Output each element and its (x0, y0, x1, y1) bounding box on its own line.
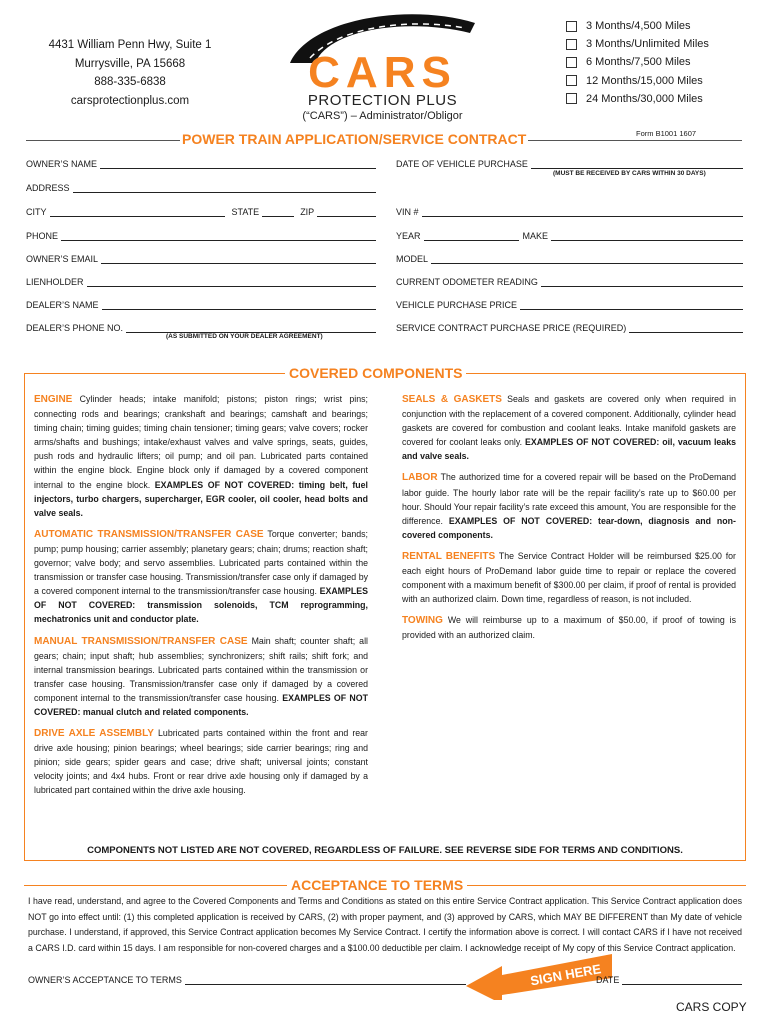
not-covered-footer: COMPONENTS NOT LISTED ARE NOT COVERED, REGARDLESS OF FAILURE. SEE REVERSE SIDE FOR TERMS AND CONDITIONS. (87, 845, 683, 856)
auto-trans-exclusions: EXAMPLES OF NOT COVERED: transmission solenoids, TCM reprogramming, mechatronics unit and conductor plate. (34, 586, 368, 625)
field-label: MODEL (396, 254, 429, 264)
vehicle-price-field[interactable] (396, 298, 743, 310)
term-label: 3 Months/4,500 Miles (586, 20, 691, 33)
towing-heading: TOWING (402, 615, 443, 627)
field-label: SERVICE CONTRACT PURCHASE PRICE (REQUIRED) (396, 323, 627, 333)
field-label: DATE OF VEHICLE PURCHASE (396, 159, 528, 169)
rental-section (402, 549, 736, 606)
logo-product: PROTECTION PLUS (307, 92, 458, 109)
auto-trans-section (34, 527, 368, 627)
field-label: YEAR (396, 231, 421, 241)
sign-here-label: SIGN HERE (529, 961, 603, 989)
term-option[interactable] (566, 17, 709, 35)
contract-price-field[interactable] (396, 321, 743, 333)
engine-text: Cylinder heads; intake manifold; pistons; piston rings; wrist pins; connecting rods and bearings; crankshaft and bearings; camshaft and bearings; timing chain; timing guides; timing chain tensioner; timing gears; valve covers; rocker arms/shafts and bushings; intake/exhaust valves and valve springs, seats, guides, push rods and hydraulic lifters; oil pump; and oil pan. Lubricated parts contained within the engine block. Engine block only if damaged by a covered component internal to the engine block. (34, 394, 368, 490)
manual-trans-section (34, 634, 368, 720)
term-label: 24 Months/30,000 Miles (586, 92, 703, 105)
field-label: OWNER’S NAME (26, 159, 98, 169)
rental-text: The Service Contract Holder will be reimbursed $25.00 for each eight hours of ProDemand labor guide time to repair or replace the covered component with a maximum benefit of $300.00 per claim, if proof of rental is provided with an authorized claim. Down time, regardless of reason, is not included. (402, 550, 736, 605)
rental-heading: RENTAL BENEFITS (402, 550, 496, 562)
acceptance-title: ACCEPTANCE TO TERMS (287, 877, 467, 893)
field-label: DEALER’S PHONE NO. (26, 323, 124, 333)
towing-section (402, 613, 736, 642)
field-label: OWNER’S ACCEPTANCE TO TERMS (28, 975, 182, 985)
address-line2: Murrysville, PA 15668 (74, 57, 186, 70)
address-line1: 4431 William Penn Hwy, Suite 1 (48, 39, 212, 51)
field-label: DEALER’S NAME (26, 300, 99, 310)
seals-text: Seals and gaskets are covered only when required in conjunction with the replacement of a covered component. Additionally, cylinder head gaskets are covered for combustion and coolant leaks. Intake manifold gaskets are covered for coolant leaks only. (402, 394, 737, 448)
vin-field[interactable] (396, 205, 743, 217)
year-make-field[interactable] (396, 229, 743, 241)
address-field[interactable] (26, 181, 376, 193)
engine-section (34, 392, 368, 520)
axle-text: Lubricated parts contained within the front and rear drive axle housing; pinion bearings; wheel bearings; side carrier bearings; ring and pinion; side gears; spider gears and case; drive shaft; universal joints; constant velocity joints; and 4x4 hubs. Front or rear drive axle housing only if damaged by a lubricated part contained within the drive axle housing. (34, 728, 368, 796)
manual-trans-text: Main shaft; counter shaft; all gears; chain; input shaft; hub assemblies; synchronizers; shift rails; shift fork; and internal transmission bearings. Lubricated parts contained within the transmission or transfer case housing. Transmission/transfer case only if damaged by a covered component internal to the transmission/transfer case housing. (34, 635, 368, 703)
owner-name-field[interactable] (26, 157, 376, 169)
copy-label: CARS COPY (676, 1000, 747, 1014)
field-label: LIENHOLDER (26, 277, 84, 287)
covered-right-column (402, 392, 736, 650)
term-option[interactable] (566, 35, 709, 53)
dealer-note: (AS SUBMITTED ON YOUR DEALER AGREEMENT) (166, 333, 323, 340)
engine-exclusions: EXAMPLES OF NOT COVERED: timing belt, fuel injectors, turbo chargers, supercharger, EGR cooler, oil cooler, head bolts and valve seals. (34, 479, 368, 518)
checkbox[interactable] (566, 93, 577, 104)
checkbox[interactable] (566, 21, 577, 32)
email-field[interactable] (26, 252, 376, 264)
purchase-note: (MUST BE RECEIVED BY CARS WITHIN 30 DAYS) (553, 170, 706, 177)
covered-left-column (34, 392, 368, 805)
date-field[interactable] (596, 973, 742, 985)
city-state-zip-field[interactable] (26, 205, 376, 217)
logo-subtitle: (“CARS”) – Administrator/Obligor (302, 110, 463, 122)
field-label: CITY (26, 207, 47, 217)
manual-trans-heading: MANUAL TRANSMISSION/TRANSFER CASE (34, 635, 248, 647)
field-label: CURRENT ODOMETER READING (396, 277, 538, 287)
auto-trans-text: Torque converter; bands; pump; pump housing; carrier assembly; planetary gears; chain; drums; reaction shaft; governor; valve body; and servo assemblies. Lubricated parts contained within the transmission or transfer case housing. Transmission/transfer case only if damaged by a covered component internal to the transmission/transfer case housing. (34, 528, 368, 597)
model-field[interactable] (396, 252, 743, 264)
field-label: VIN # (396, 207, 419, 217)
odometer-field[interactable] (396, 275, 743, 287)
company-address (30, 36, 230, 110)
field-label: DATE (596, 975, 620, 985)
checkbox[interactable] (566, 39, 577, 50)
seals-heading: SEALS & GASKETS (402, 394, 502, 405)
axle-heading: DRIVE AXLE ASSEMBLY (34, 728, 154, 740)
form-title: POWER TRAIN APPLICATION/SERVICE CONTRACT (182, 131, 527, 147)
acceptance-text: I have read, understand, and agree to the Covered Components and Terms and Conditions as stated on this entire Service Contract application. This Service Contract application does NOT go into effect until: (1) this completed application is received by CARS, (2) with proper payment, and (3) approved by CARS, which MAY BE DIFFERENT than My date of vehicle purchase. I understand, if approved, this Service Contract application becomes My Service Contract. I certify the information above is correct. I will contact CARS if I have not received a CARS I.D. card within 15 days. I am responsible for non-covered charges and a $100.00 deductible per claim. I acknowledge receipt of My copy of this Service Contract application. (28, 896, 742, 953)
logo-brand: CARS (308, 48, 457, 97)
owner-signature-field[interactable] (28, 973, 466, 985)
labor-heading: LABOR (402, 472, 438, 484)
dealer-name-field[interactable] (26, 298, 376, 310)
checkbox[interactable] (566, 57, 577, 68)
manual-trans-exclusions: EXAMPLES OF NOT COVERED: manual clutch and related components. (34, 692, 368, 717)
address-phone: 888-335-6838 (94, 76, 166, 88)
field-label: STATE (231, 207, 260, 217)
seals-section (402, 392, 736, 463)
field-label: PHONE (26, 231, 59, 241)
checkbox[interactable] (566, 75, 577, 86)
term-option[interactable] (566, 53, 709, 71)
purchase-date-field[interactable] (396, 157, 743, 169)
term-label: 12 Months/15,000 Miles (586, 74, 703, 87)
field-label: MAKE (522, 231, 549, 241)
labor-exclusions: EXAMPLES OF NOT COVERED: tear-down, diagnosis and non-covered components. (402, 515, 736, 540)
seals-exclusions: EXAMPLES OF NOT COVERED: oil, vacuum leaks and valve seals. (402, 437, 736, 462)
lienholder-field[interactable] (26, 275, 376, 287)
engine-heading: ENGINE (34, 394, 73, 405)
axle-section (34, 726, 368, 797)
towing-text: We will reimburse up to a maximum of $50.00, if proof of towing is provided with an authorized claim. (402, 615, 736, 641)
covered-title: COVERED COMPONENTS (285, 365, 466, 381)
field-label: ZIP (300, 207, 315, 217)
labor-text: The authorized time for a covered repair will be based on the ProDemand labor guide. The hourly labor rate will be the repair facility’s rate up to $60.00 per hour. Should Your repair facility’s rate exceed this amount, You are responsible for the difference. (402, 472, 736, 526)
field-label: ADDRESS (26, 183, 70, 193)
term-options (566, 17, 709, 108)
auto-trans-heading: AUTOMATIC TRANSMISSION/TRANSFER CASE (34, 528, 264, 540)
phone-field[interactable] (26, 229, 376, 241)
form-number: Form B1001 1607 (636, 129, 697, 138)
term-option[interactable] (566, 72, 709, 90)
term-option[interactable] (566, 90, 709, 108)
dealer-phone-field[interactable] (26, 321, 376, 333)
address-website: carsprotectionplus.com (70, 94, 190, 107)
sign-here-arrow-icon (466, 948, 616, 1000)
term-label: 6 Months/7,500 Miles (586, 56, 691, 69)
labor-section (402, 470, 736, 541)
term-label: 3 Months/Unlimited Miles (586, 38, 709, 51)
field-label: OWNER’S EMAIL (26, 254, 99, 264)
cars-logo (270, 8, 495, 128)
field-label: VEHICLE PURCHASE PRICE (396, 300, 518, 310)
